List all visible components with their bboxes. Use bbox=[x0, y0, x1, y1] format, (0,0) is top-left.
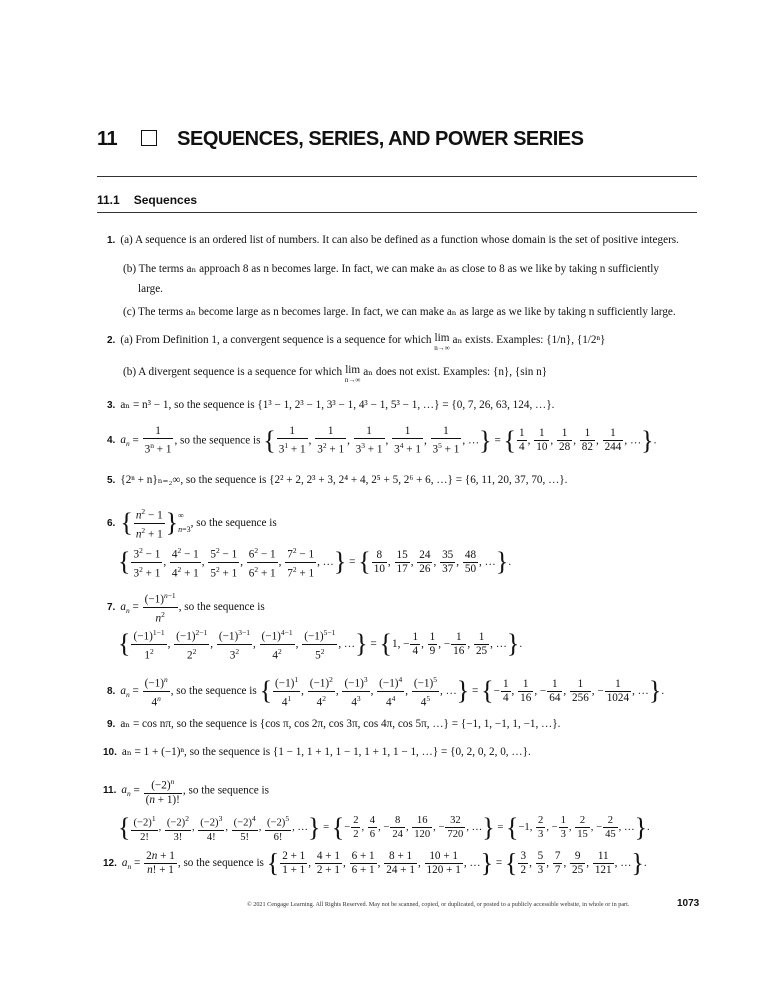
problem-number: 1. bbox=[107, 235, 116, 246]
section-title: Sequences bbox=[133, 193, 198, 207]
lim-text: lim bbox=[434, 332, 450, 344]
problem-11-sequence: { $\frac{(-2)^1}{2!}$ , $\frac{(-2)^2}{3!}$ , $\frac{(-2)^3}{4!}$ , $\frac{(-2)^4}{5!}$ , $\frac{(-2)^5}{6!}$ , …} = {− $\frac{2}{2}$ , $\frac{4}{6}$ , − $\frac{8}{24}$ , $\frac{16}{120}$ , − $\frac{32}{720}$ , …} = {−1, $\frac{2}{3}$ , − $\frac{1}{3}$ , $\frac{2}{15}$ , − $\frac{2}{45}$ , …}. bbox=[118, 812, 650, 843]
problem-number: 5. bbox=[107, 475, 116, 486]
limit-operator bbox=[345, 365, 361, 385]
problem-8: 8. $a_n$ = $\frac{(-1)^n}{4^n}$ , so the sequence is { $\frac{(-1)^1}{4^1}$ , $\frac{(-1)^2}{4^2}$ , $\frac{(-1)^3}{4^3}$ , $\frac{(-1)^4}{4^4}$ , $\frac{(-1)^5}{4^5}$ , …} = {− $\frac{1}{4}$ , $\frac{1}{16}$ , − $\frac{1}{64}$ , $\frac{1}{256}$ , − $\frac{1}{1024}$ , …}. bbox=[107, 675, 665, 709]
problem-5 bbox=[107, 473, 567, 486]
chapter-rule bbox=[97, 176, 697, 177]
fraction: $\frac{1}{3^n + 1}$ bbox=[144, 425, 172, 456]
section-rule bbox=[97, 212, 697, 213]
problem-number: 12. bbox=[103, 858, 117, 870]
problem-9 bbox=[107, 717, 560, 730]
chapter-title: SEQUENCES, SERIES, AND POWER SERIES bbox=[177, 128, 584, 150]
problem-number: 3. bbox=[107, 400, 116, 411]
problem-text: so the sequence is bbox=[180, 434, 261, 447]
lim-text: lim bbox=[345, 364, 361, 376]
problem-text: aₙ = cos nπ, so the sequence is {cos π, cos 2π, cos 3π, cos 4π, cos 5π, …} = {−1, 1, −1, 1, −1, …}. bbox=[120, 718, 561, 730]
problem-1-a bbox=[107, 234, 679, 246]
square-icon bbox=[141, 130, 157, 146]
problem-4: 4. $a_n$ = $\frac{1}{3^n + 1}$ , so the sequence is { $\frac{1}{3^1 + 1}$ , $\frac{1}{3^2 + 1}$ , $\frac{1}{3^3 + 1}$ , $\frac{1}{3^4 + 1}$ , $\frac{1}{3^5 + 1}$ , …} = { $\frac{1}{4}$ , $\frac{1}{10}$ , $\frac{1}{28}$ , $\frac{1}{82}$ , $\frac{1}{244}$ , …}. bbox=[107, 425, 657, 456]
problem-7-sequence: { $\frac{(-1)^{1-1}}{1^2}$ , $\frac{(-1)^{2-1}}{2^2}$ , $\frac{(-1)^{3-1}}{3^2}$ , $\frac{(-1)^{4-1}}{4^2}$ , $\frac{(-1)^{5-1}}{5^2}$ , …} = {1, − $\frac{1}{4}$ , $\frac{1}{9}$ , − $\frac{1}{16}$ , $\frac{1}{25}$ , …}. bbox=[118, 628, 523, 662]
problem-number: 11. bbox=[103, 785, 117, 797]
problem-12: 12. $a_n$ = $\frac{2n + 1}{n! + 1}$ , so the sequence is { $\frac{2 + 1}{1 + 1}$ , $\frac{4 + 1}{2 + 1}$ , $\frac{6 + 1}{6 + 1}$ , $\frac{8 + 1}{24 + 1}$ , $\frac{10 + 1}{120 + 1}$ , …} = { $\frac{3}{2}$ , $\frac{5}{3}$ , $\frac{7}{7}$ , $\frac{9}{25}$ , $\frac{11}{121}$ , …}. bbox=[103, 848, 647, 878]
lim-subscript: n→∞ bbox=[434, 344, 450, 352]
problem-text: (a) From Definition 1, a convergent sequence is a sequence for which bbox=[120, 334, 432, 346]
lim-subscript: n→∞ bbox=[344, 376, 361, 384]
problem-text: aₙ = n³ − 1, so the sequence is {1³ − 1, 2³ − 1, 3³ − 1, 4³ − 1, 5³ − 1, …} = {0, 7, 26, 63, 124, …}. bbox=[120, 399, 555, 411]
problem-1-b bbox=[123, 262, 659, 275]
problem-1-c bbox=[123, 305, 676, 318]
problem-number: 9. bbox=[107, 719, 116, 730]
chapter-number: 11 bbox=[97, 128, 118, 150]
problem-2-a bbox=[107, 333, 605, 353]
problem-6-sequence: { $\frac{3^2 - 1}{3^2 + 1}$ , $\frac{4^2 - 1}{4^2 + 1}$ , $\frac{5^2 - 1}{5^2 + 1}$ , $\frac{6^2 - 1}{6^2 + 1}$ , $\frac{7^2 - 1}{7^2 + 1}$ , …} = { $\frac{8}{10}$ , $\frac{15}{17}$ , $\frac{24}{26}$ , $\frac{35}{37}$ , $\frac{48}{50}$ , …}. bbox=[118, 546, 512, 580]
section-heading bbox=[97, 193, 197, 207]
problem-2-b bbox=[123, 365, 547, 385]
problem-7: 7. $a_n$ = $\frac{(-1)^{n-1}}{n^2}$ , so the sequence is bbox=[107, 591, 265, 625]
problem-6: 6. { $\frac{n^2 - 1}{n^2 + 1}$ }∞ n=3, so the sequence is bbox=[107, 507, 277, 541]
problem-10 bbox=[103, 745, 531, 758]
problem-text: (b) The terms aₙ approach 8 as n becomes large. In fact, we can make aₙ as close to 8 as we like by taking n sufficiently bbox=[123, 263, 659, 275]
chapter-heading bbox=[97, 128, 583, 151]
copyright-footer: © 2021 Cengage Learning. All Rights Reserved. May not be scanned, copied, or duplicated, or posted to a publicly accessible website, in whole or in part. bbox=[247, 901, 630, 908]
problem-text: , so the sequence is bbox=[178, 600, 265, 613]
problem-text: large. bbox=[138, 283, 163, 295]
problem-number: 4. bbox=[107, 435, 116, 447]
problem-text: (c) The terms aₙ become large as n becomes large. In fact, we can make aₙ as large as we like by taking n sufficiently large. bbox=[123, 306, 676, 318]
limit-operator bbox=[434, 333, 450, 353]
problem-text: (a) A sequence is an ordered list of numbers. It can also be defined as a function whose domain is the set of positive integers. bbox=[120, 234, 679, 246]
problem-number: 2. bbox=[107, 335, 116, 346]
problem-text: , so the sequence is bbox=[170, 684, 257, 697]
problem-text: , so the sequence is bbox=[190, 516, 277, 529]
problem-11: 11. $a_n$ = $\frac{(-2)^n}{(n + 1)!}$ , so the sequence is bbox=[103, 777, 269, 806]
problem-text: , so the sequence is bbox=[177, 857, 264, 870]
problem-text: (b) A divergent sequence is a sequence for which bbox=[123, 366, 343, 378]
section-number: 11.1 bbox=[97, 193, 120, 207]
page-number: 1073 bbox=[677, 898, 700, 909]
problem-number: 10. bbox=[103, 747, 117, 758]
problem-number: 6. bbox=[107, 517, 116, 529]
problem-text: aₙ exists. Examples: {1/n}, {1/2ⁿ} bbox=[452, 334, 606, 346]
problem-number: 8. bbox=[107, 685, 116, 697]
problem-text: {2ⁿ + n}ₙ₌₂∞, so the sequence is {2² + 2, 2³ + 3, 2⁴ + 4, 2⁵ + 5, 2⁶ + 6, …} = {6, 11, 20, 37, 70, …}. bbox=[120, 474, 568, 486]
problem-text: aₙ = 1 + (−1)ⁿ, so the sequence is {1 − 1, 1 + 1, 1 − 1, 1 + 1, 1 − 1, …} = {0, 2, 0, 2, 0, …}. bbox=[121, 746, 531, 758]
problem-number: 7. bbox=[107, 601, 116, 613]
problem-1-b-cont bbox=[138, 283, 163, 295]
problem-3 bbox=[107, 398, 554, 411]
problem-text: , so the sequence is bbox=[182, 784, 269, 797]
problem-text: aₙ does not exist. Examples: {n}, {sin n} bbox=[363, 366, 548, 378]
